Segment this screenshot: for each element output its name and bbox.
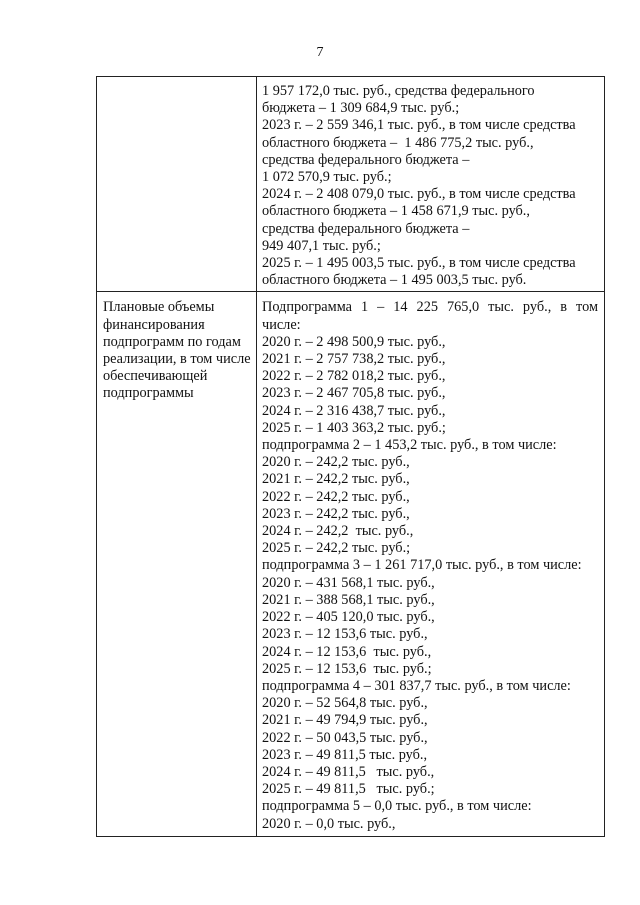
row2-right-cell — [257, 292, 605, 836]
text-line: числе: — [262, 316, 301, 333]
text-line: 2021 г. – 2 757 738,2 тыс. руб., — [262, 351, 446, 368]
text-line: 1 957 172,0 тыс. руб., средства федерального — [262, 83, 535, 99]
text-line: 2024 г. – 2 408 079,0 тыс. руб., в том числе средства — [262, 186, 576, 203]
text-line: подпрограммы — [103, 385, 194, 402]
text-line: Подпрограмма 1 – 14 225 765,0 тыс. руб., в том — [262, 299, 598, 316]
text-line: 2020 г. – 0,0 тыс. руб., — [262, 815, 396, 832]
text-line: подпрограмма 5 – 0,0 тыс. руб., в том числе: — [262, 798, 532, 815]
text-line: 2020 г. – 431 568,1 тыс. руб., — [262, 574, 435, 591]
text-line: 2022 г. – 242,2 тыс. руб., — [262, 488, 410, 505]
text-line: областного бюджета – 1 486 775,2 тыс. руб., — [262, 134, 534, 151]
text-line: 2020 г. – 52 564,8 тыс. руб., — [262, 695, 428, 712]
text-line: средства федерального бюджета – — [262, 151, 470, 168]
text-line: подпрограмм по годам — [103, 333, 241, 350]
text-line: областного бюджета – 1 495 003,5 тыс. руб. — [262, 272, 527, 289]
text-line: 2025 г. – 49 811,5 тыс. руб.; — [262, 781, 435, 798]
row1-right-cell — [257, 77, 605, 292]
text-line: финансирования — [103, 316, 205, 333]
text-line: 2023 г. – 2 559 346,1 тыс. руб., в том числе средства — [262, 117, 576, 134]
text-line: 2024 г. – 2 316 438,7 тыс. руб., — [262, 402, 446, 419]
text-line: 949 407,1 тыс. руб.; — [262, 237, 381, 254]
financing-table — [96, 76, 605, 837]
text-line: реализации, в том числе — [103, 351, 251, 368]
text-line: подпрограмма 3 – 1 261 717,0 тыс. руб., в том числе: — [262, 557, 582, 574]
page-number: 7 — [316, 45, 324, 60]
text-line: 1 072 570,9 тыс. руб.; — [262, 169, 392, 186]
text-line: 2020 г. – 242,2 тыс. руб., — [262, 454, 410, 471]
text-line: подпрограмма 4 – 301 837,7 тыс. руб., в том числе: — [262, 677, 571, 694]
text-line: 2021 г. – 242,2 тыс. руб., — [262, 471, 410, 488]
row1-left-cell — [97, 77, 257, 292]
row2-left-text — [97, 292, 256, 402]
text-line: 2025 г. – 12 153,6 тыс. руб.; — [262, 660, 432, 677]
text-line: 2020 г. – 2 498 500,9 тыс. руб., — [262, 333, 446, 350]
text-line: 2025 г. – 1 495 003,5 тыс. руб., в том числе средства — [262, 255, 576, 272]
text-line: 2022 г. – 50 043,5 тыс. руб., — [262, 729, 428, 746]
text-line: Плановые объемы — [103, 299, 215, 316]
row1-left-text — [97, 77, 256, 84]
text-line: 2023 г. – 2 467 705,8 тыс. руб., — [262, 385, 446, 402]
text-line: 2023 г. – 49 811,5 тыс. руб., — [262, 746, 428, 763]
row1-right-text — [257, 77, 604, 291]
text-line: 2025 г. – 1 403 363,2 тыс. руб.; — [262, 419, 446, 436]
text-line: бюджета – 1 309 684,9 тыс. руб.; — [262, 100, 460, 117]
text-line: 2022 г. – 405 120,0 тыс. руб., — [262, 609, 435, 626]
text-line: подпрограмма 2 – 1 453,2 тыс. руб., в том числе: — [262, 437, 557, 454]
text-line: 2021 г. – 388 568,1 тыс. руб., — [262, 591, 435, 608]
text-line: 2024 г. – 49 811,5 тыс. руб., — [262, 763, 435, 780]
text-line: областного бюджета – 1 458 671,9 тыс. руб., — [262, 203, 530, 220]
text-line: 2024 г. – 12 153,6 тыс. руб., — [262, 643, 432, 660]
text-line: 2022 г. – 2 782 018,2 тыс. руб., — [262, 368, 446, 385]
text-line: обеспечивающей — [103, 368, 208, 385]
table-row — [97, 77, 605, 292]
text-line: 2025 г. – 242,2 тыс. руб.; — [262, 540, 411, 557]
text-line: 2023 г. – 242,2 тыс. руб., — [262, 505, 410, 522]
text-line: 2021 г. – 49 794,9 тыс. руб., — [262, 712, 428, 729]
text-line: средства федерального бюджета – — [262, 220, 470, 237]
text-line: 2024 г. – 242,2 тыс. руб., — [262, 523, 414, 540]
text-line: 2023 г. – 12 153,6 тыс. руб., — [262, 626, 428, 643]
table-row — [97, 292, 605, 836]
row2-left-cell — [97, 292, 257, 836]
row2-right-text — [257, 292, 604, 835]
